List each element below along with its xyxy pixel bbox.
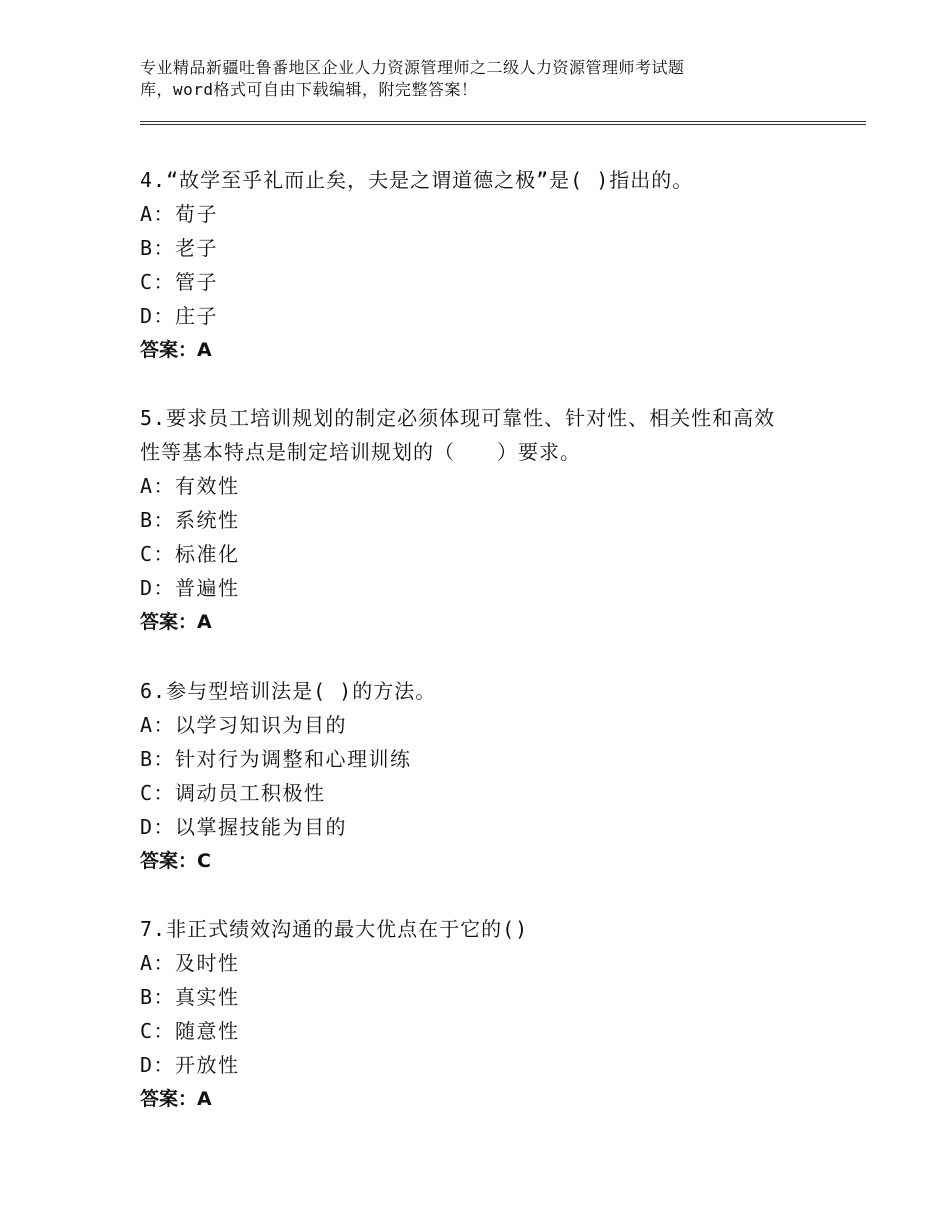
header-title-line-2: 库，word格式可自由下载编辑，附完整答案！ <box>140 80 478 99</box>
header-divider-top <box>140 121 866 122</box>
question-stem-line: 6.参与型培训法是( )的方法。 <box>140 679 437 703</box>
option-a: A：以学习知识为目的 <box>140 713 348 737</box>
question-stem-line: 性等基本特点是制定培训规划的（ ）要求。 <box>140 440 581 464</box>
option-b: B：真实性 <box>140 985 240 1009</box>
question-6 <box>140 674 810 878</box>
option-c: C：管子 <box>140 270 219 294</box>
question-stem-line: 5.要求员工培训规划的制定必须体现可靠性、针对性、相关性和高效 <box>140 406 776 430</box>
option-c: C：标准化 <box>140 542 240 566</box>
option-c: C：调动员工积极性 <box>140 781 326 805</box>
option-c: C：随意性 <box>140 1019 240 1043</box>
document-header <box>140 57 800 101</box>
option-a: A：及时性 <box>140 951 240 975</box>
question-7 <box>140 912 810 1116</box>
answer-line: 答案：A <box>140 611 212 633</box>
header-divider-bottom <box>140 124 866 125</box>
question-stem <box>140 163 810 197</box>
question-stem-line: 7.非正式绩效沟通的最大优点在于它的() <box>140 917 529 941</box>
option-a: A：荀子 <box>140 202 219 226</box>
option-d: D：开放性 <box>140 1053 240 1077</box>
question-4 <box>140 163 810 367</box>
question-stem <box>140 674 810 708</box>
option-d: D：庄子 <box>140 304 219 328</box>
option-b: B：系统性 <box>140 508 240 532</box>
question-stem <box>140 401 810 469</box>
option-b: B：针对行为调整和心理训练 <box>140 747 412 771</box>
option-b: B：老子 <box>140 236 219 260</box>
question-stem <box>140 912 810 946</box>
option-d: D：以掌握技能为目的 <box>140 815 348 839</box>
answer-line: 答案：A <box>140 339 212 361</box>
question-5 <box>140 401 810 639</box>
option-a: A：有效性 <box>140 474 240 498</box>
question-stem-line: 4.“故学至乎礼而止矣，夫是之谓道德之极”是( )指出的。 <box>140 168 694 192</box>
answer-line: 答案：A <box>140 1088 212 1110</box>
option-d: D：普遍性 <box>140 576 240 600</box>
header-title-line-1: 专业精品新疆吐鲁番地区企业人力资源管理师之二级人力资源管理师考试题 <box>140 58 685 77</box>
answer-line: 答案：C <box>140 850 211 872</box>
